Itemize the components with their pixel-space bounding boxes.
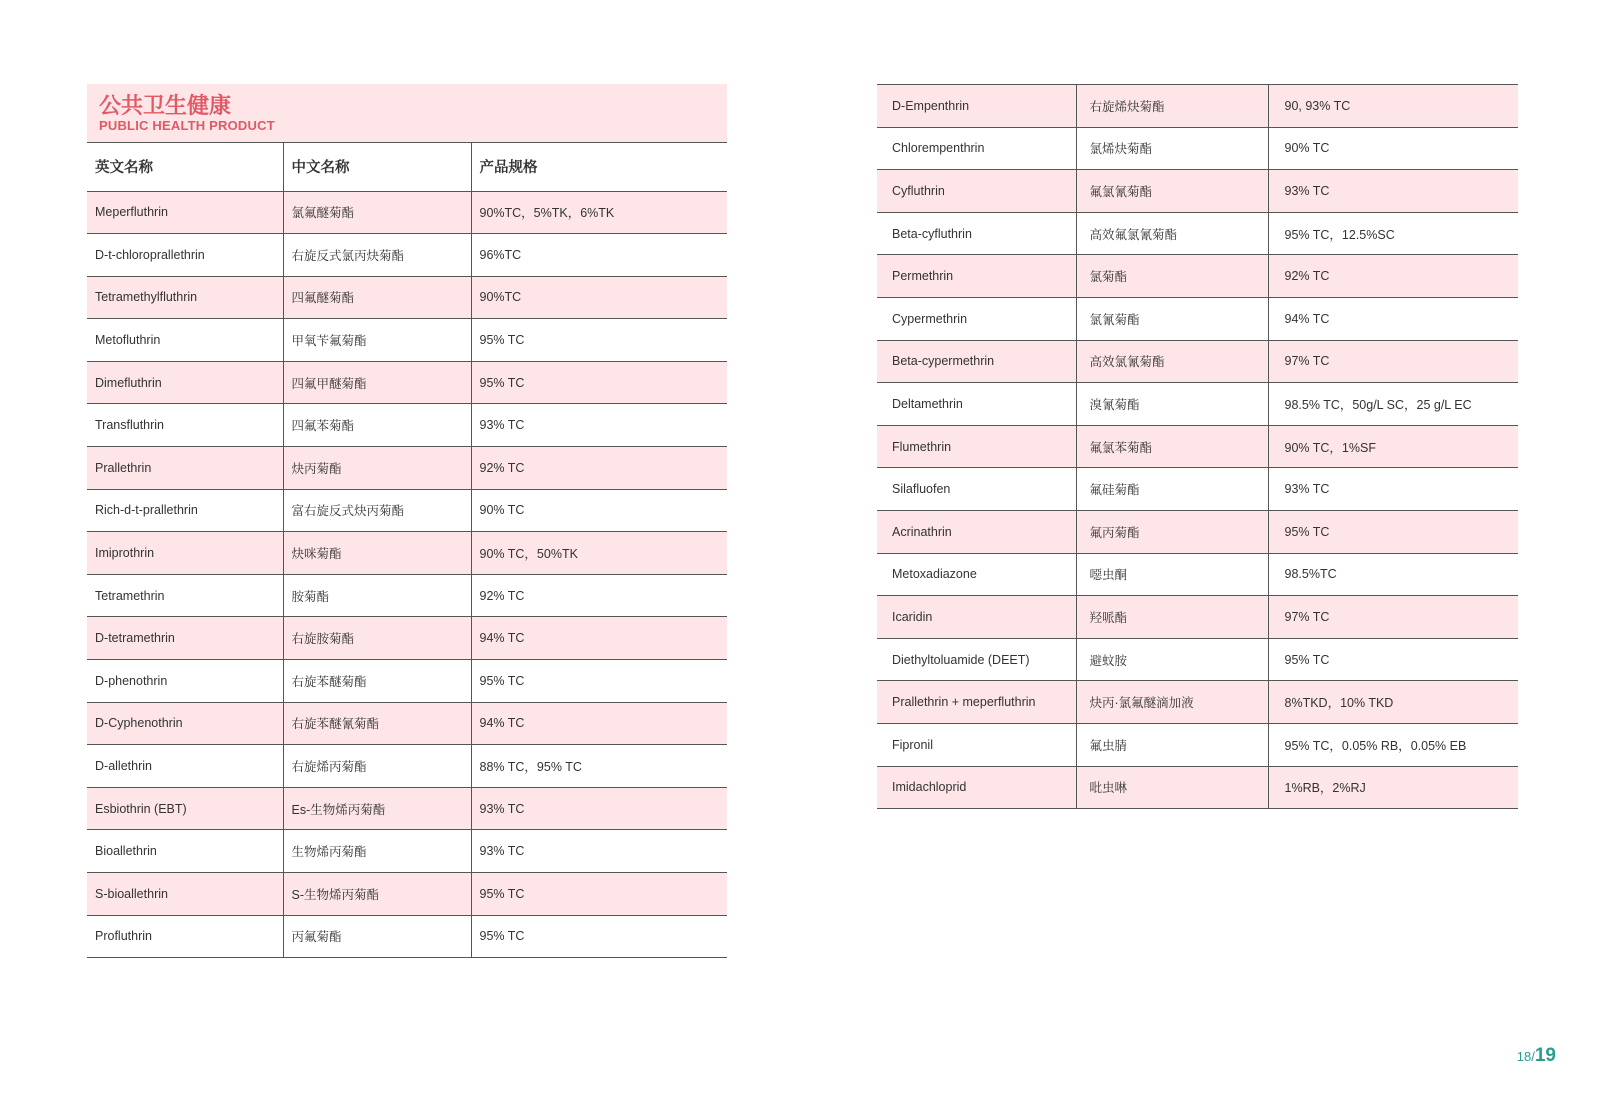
chinese-name-cell: S-生物烯丙菊酯	[283, 873, 471, 916]
chinese-name-cell: 四氟甲醚菊酯	[283, 361, 471, 404]
product-spec-cell: 92% TC	[471, 447, 727, 490]
table-row	[877, 596, 1518, 639]
product-spec-cell: 90% TC	[1268, 127, 1518, 170]
english-name-cell: Profluthrin	[87, 915, 283, 958]
table-row	[877, 468, 1518, 511]
table-row	[877, 723, 1518, 766]
product-spec-cell: 92% TC	[1268, 255, 1518, 298]
chinese-name-cell: 氟氯氰菊酯	[1076, 170, 1268, 213]
table-header-row	[87, 143, 727, 191]
table-row	[877, 212, 1518, 255]
header-product-spec: 产品规格	[471, 143, 727, 191]
table-row	[87, 532, 727, 575]
table-row	[87, 447, 727, 490]
chinese-name-cell: 富右旋反式炔丙菊酯	[283, 489, 471, 532]
english-name-cell: Cyfluthrin	[877, 170, 1076, 213]
table-row	[87, 276, 727, 319]
table-row	[877, 340, 1518, 383]
table-row	[87, 574, 727, 617]
chinese-name-cell: 氯氰菊酯	[1076, 297, 1268, 340]
english-name-cell: D-Empenthrin	[877, 85, 1076, 128]
product-spec-cell: 93% TC	[1268, 468, 1518, 511]
left-table-panel	[87, 84, 727, 958]
english-name-cell: Metofluthrin	[87, 319, 283, 362]
header-chinese-name: 中文名称	[283, 143, 471, 191]
chinese-name-cell: 右旋苯醚氰菊酯	[283, 702, 471, 745]
chinese-name-cell: 氯烯炔菊酯	[1076, 127, 1268, 170]
chinese-name-cell: 右旋反式氯丙炔菊酯	[283, 234, 471, 277]
chinese-name-cell: 高效氯氰菊酯	[1076, 340, 1268, 383]
table-row	[877, 255, 1518, 298]
product-spec-cell: 97% TC	[1268, 596, 1518, 639]
product-spec-cell: 90%TC	[471, 276, 727, 319]
product-spec-cell: 98.5%TC	[1268, 553, 1518, 596]
product-spec-cell: 95% TC	[471, 319, 727, 362]
english-name-cell: Acrinathrin	[877, 510, 1076, 553]
english-name-cell: Tetramethylfluthrin	[87, 276, 283, 319]
product-spec-cell: 95% TC	[471, 660, 727, 703]
chinese-name-cell: 炔咪菊酯	[283, 532, 471, 575]
page-total: 19	[1534, 1045, 1556, 1066]
product-spec-cell: 96%TC	[471, 234, 727, 277]
english-name-cell: D-t-chloroprallethrin	[87, 234, 283, 277]
table-row	[877, 425, 1518, 468]
english-name-cell: Silafluofen	[877, 468, 1076, 511]
english-name-cell: Meperfluthrin	[87, 191, 283, 234]
english-name-cell: S-bioallethrin	[87, 873, 283, 916]
english-name-cell: D-allethrin	[87, 745, 283, 788]
product-spec-cell: 98.5% TC，50g/L SC，25 g/L EC	[1268, 383, 1518, 426]
chinese-name-cell: 右旋胺菊酯	[283, 617, 471, 660]
chinese-name-cell: 右旋苯醚菊酯	[283, 660, 471, 703]
english-name-cell: Chlorempenthrin	[877, 127, 1076, 170]
chinese-name-cell: 右旋烯炔菊酯	[1076, 85, 1268, 128]
product-spec-cell: 94% TC	[1268, 297, 1518, 340]
table-row	[877, 681, 1518, 724]
product-spec-cell: 95% TC，12.5%SC	[1268, 212, 1518, 255]
table-row	[87, 319, 727, 362]
product-spec-cell: 90%TC，5%TK，6%TK	[471, 191, 727, 234]
english-name-cell: Fipronil	[877, 723, 1076, 766]
chinese-name-cell: 避蚊胺	[1076, 638, 1268, 681]
table-row	[87, 660, 727, 703]
table-row	[87, 745, 727, 788]
chinese-name-cell: 高效氟氯氰菊酯	[1076, 212, 1268, 255]
product-spec-cell: 95% TC	[1268, 638, 1518, 681]
table-row	[87, 404, 727, 447]
table-row	[877, 638, 1518, 681]
chinese-name-cell: 生物烯丙菊酯	[283, 830, 471, 873]
chinese-name-cell: 炔丙菊酯	[283, 447, 471, 490]
table-row	[87, 617, 727, 660]
table-row	[87, 873, 727, 916]
section-header	[87, 84, 727, 143]
product-spec-cell: 92% TC	[471, 574, 727, 617]
chinese-name-cell: 溴氰菊酯	[1076, 383, 1268, 426]
table-row	[877, 553, 1518, 596]
product-spec-cell: 93% TC	[471, 830, 727, 873]
product-spec-cell: 1%RB，2%RJ	[1268, 766, 1518, 809]
left-product-table	[87, 143, 727, 958]
chinese-name-cell: 氟丙菊酯	[1076, 510, 1268, 553]
english-name-cell: D-phenothrin	[87, 660, 283, 703]
table-row	[877, 383, 1518, 426]
product-spec-cell: 90% TC	[471, 489, 727, 532]
right-table-panel	[877, 84, 1518, 809]
english-name-cell: Icaridin	[877, 596, 1076, 639]
chinese-name-cell: 吡虫啉	[1076, 766, 1268, 809]
table-row	[877, 85, 1518, 128]
english-name-cell: Tetramethrin	[87, 574, 283, 617]
product-spec-cell: 93% TC	[471, 404, 727, 447]
table-row	[877, 127, 1518, 170]
chinese-name-cell: 氟虫腈	[1076, 723, 1268, 766]
table-row	[87, 361, 727, 404]
page-number	[1517, 1045, 1556, 1067]
right-product-table	[877, 84, 1518, 809]
product-spec-cell: 95% TC	[471, 915, 727, 958]
english-name-cell: Prallethrin	[87, 447, 283, 490]
english-name-cell: Imiprothrin	[87, 532, 283, 575]
chinese-name-cell: 噁虫酮	[1076, 553, 1268, 596]
product-spec-cell: 90% TC，50%TK	[471, 532, 727, 575]
english-name-cell: D-tetramethrin	[87, 617, 283, 660]
table-row	[877, 766, 1518, 809]
english-name-cell: Beta-cypermethrin	[877, 340, 1076, 383]
product-spec-cell: 94% TC	[471, 617, 727, 660]
chinese-name-cell: 氯菊酯	[1076, 255, 1268, 298]
table-row	[877, 510, 1518, 553]
section-title-en: PUBLIC HEALTH PRODUCT	[99, 118, 275, 133]
product-spec-cell: 95% TC	[1268, 510, 1518, 553]
header-english-name: 英文名称	[87, 143, 283, 191]
english-name-cell: Bioallethrin	[87, 830, 283, 873]
chinese-name-cell: 氟硅菊酯	[1076, 468, 1268, 511]
chinese-name-cell: 右旋烯丙菊酯	[283, 745, 471, 788]
chinese-name-cell: 四氟醚菊酯	[283, 276, 471, 319]
table-row	[877, 170, 1518, 213]
page-separator: /	[1531, 1049, 1535, 1064]
product-spec-cell: 95% TC	[471, 361, 727, 404]
english-name-cell: Diethyltoluamide (DEET)	[877, 638, 1076, 681]
english-name-cell: Esbiothrin (EBT)	[87, 787, 283, 830]
english-name-cell: Dimefluthrin	[87, 361, 283, 404]
english-name-cell: Transfluthrin	[87, 404, 283, 447]
english-name-cell: Permethrin	[877, 255, 1076, 298]
product-spec-cell: 8%TKD，10% TKD	[1268, 681, 1518, 724]
table-row	[87, 787, 727, 830]
english-name-cell: Beta-cyfluthrin	[877, 212, 1076, 255]
product-spec-cell: 88% TC，95% TC	[471, 745, 727, 788]
chinese-name-cell: 甲氧苄氟菊酯	[283, 319, 471, 362]
chinese-name-cell: Es-生物烯丙菊酯	[283, 787, 471, 830]
english-name-cell: Rich-d-t-prallethrin	[87, 489, 283, 532]
product-spec-cell: 93% TC	[471, 787, 727, 830]
chinese-name-cell: 氯氟醚菊酯	[283, 191, 471, 234]
english-name-cell: Deltamethrin	[877, 383, 1076, 426]
chinese-name-cell: 丙氟菊酯	[283, 915, 471, 958]
english-name-cell: Cypermethrin	[877, 297, 1076, 340]
table-row	[87, 489, 727, 532]
product-spec-cell: 94% TC	[471, 702, 727, 745]
english-name-cell: Flumethrin	[877, 425, 1076, 468]
english-name-cell: Imidachloprid	[877, 766, 1076, 809]
product-spec-cell: 93% TC	[1268, 170, 1518, 213]
chinese-name-cell: 氟氯苯菊酯	[1076, 425, 1268, 468]
table-row	[87, 234, 727, 277]
table-row	[87, 191, 727, 234]
product-spec-cell: 90, 93% TC	[1268, 85, 1518, 128]
table-row	[87, 702, 727, 745]
product-spec-cell: 95% TC，0.05% RB，0.05% EB	[1268, 723, 1518, 766]
table-row	[877, 297, 1518, 340]
page-current: 18	[1516, 1049, 1532, 1064]
product-spec-cell: 97% TC	[1268, 340, 1518, 383]
table-row	[87, 915, 727, 958]
section-title-cn: 公共卫生健康	[99, 93, 232, 118]
chinese-name-cell: 胺菊酯	[283, 574, 471, 617]
table-row	[87, 830, 727, 873]
english-name-cell: Prallethrin + meperfluthrin	[877, 681, 1076, 724]
english-name-cell: D-Cyphenothrin	[87, 702, 283, 745]
chinese-name-cell: 四氟苯菊酯	[283, 404, 471, 447]
product-spec-cell: 95% TC	[471, 873, 727, 916]
chinese-name-cell: 炔丙·氯氟醚滴加液	[1076, 681, 1268, 724]
chinese-name-cell: 羟哌酯	[1076, 596, 1268, 639]
product-spec-cell: 90% TC，1%SF	[1268, 425, 1518, 468]
english-name-cell: Metoxadiazone	[877, 553, 1076, 596]
